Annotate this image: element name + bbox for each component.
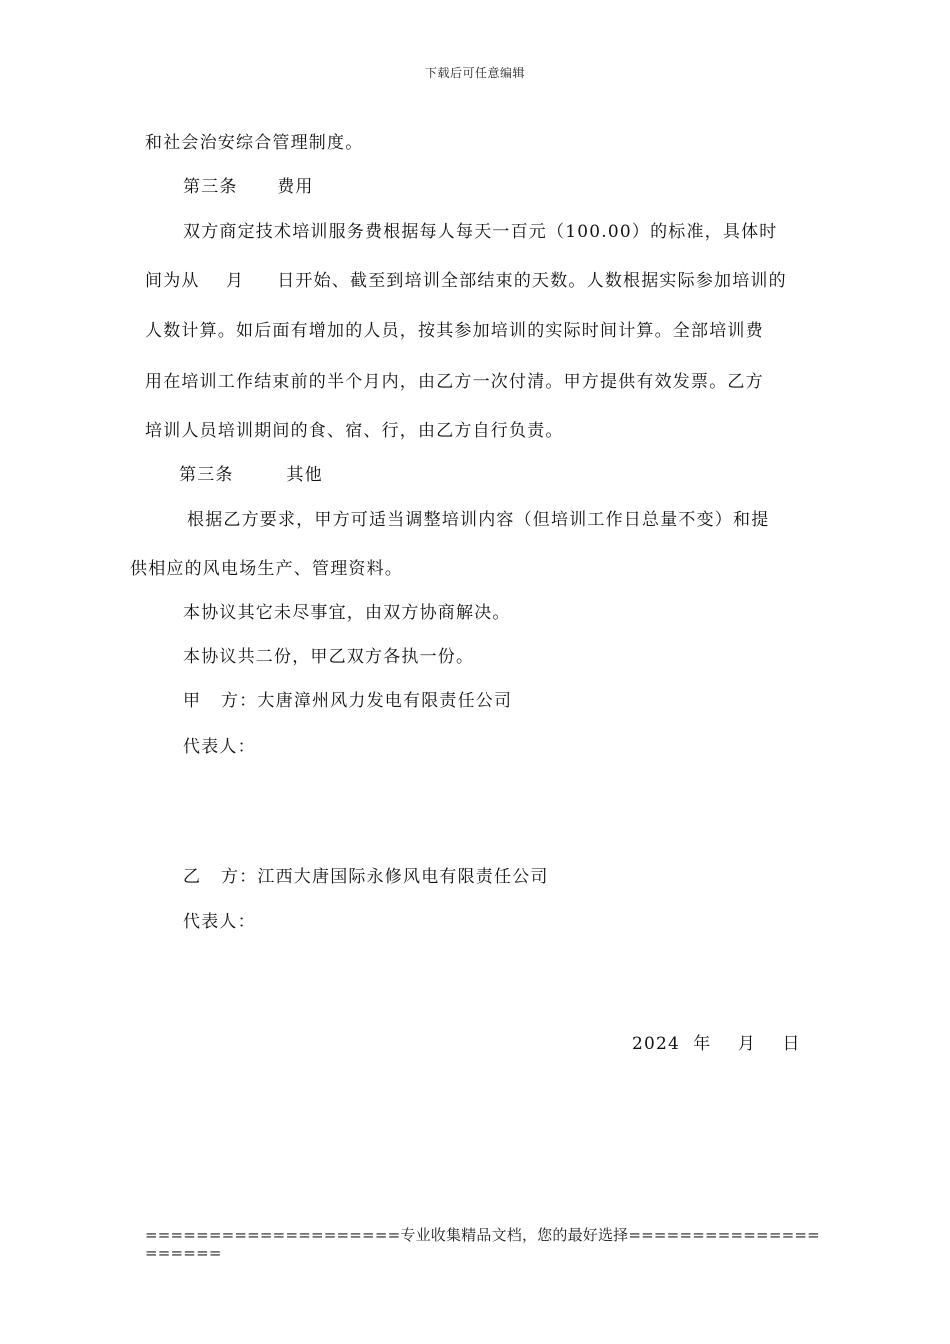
section-heading-other: 第三条 其他 bbox=[179, 465, 323, 485]
section-heading-fees: 第三条 费用 bbox=[183, 177, 314, 197]
paragraph-line: 用在培训工作结束前的半个月内，由乙方一次付清。甲方提供有效发票。乙方 bbox=[145, 372, 764, 392]
party-a-line: 甲 方：大唐漳州风力发电有限责任公司 bbox=[183, 691, 513, 711]
paragraph-line: 根据乙方要求，甲方可适当调整培训内容（但培训工作日总量不变）和提 bbox=[187, 510, 770, 530]
header-note: 下载后可任意编辑 bbox=[424, 66, 525, 80]
signing-date: 2024 年 月 日 bbox=[632, 1034, 801, 1054]
paragraph-line: 双方商定技术培训服务费根据每人每天一百元（100.00）的标准，具体时 bbox=[183, 222, 778, 242]
paragraph-line: 人数计算。如后面有增加的人员，按其参加培训的实际时间计算。全部培训费 bbox=[145, 321, 764, 341]
paragraph-line: 供相应的风电场生产、管理资料。 bbox=[130, 559, 403, 579]
party-a-representative: 代表人： bbox=[183, 737, 256, 757]
party-b-line: 乙 方：江西大唐国际永修风电有限责任公司 bbox=[183, 867, 549, 887]
paragraph-line: 本协议共二份，甲乙双方各执一份。 bbox=[183, 647, 475, 667]
paragraph-line: 和社会治安综合管理制度。 bbox=[145, 133, 364, 153]
paragraph-line: 间为从 月 日开始、截至到培训全部结束的天数。人数根据实际参加培训的 bbox=[145, 271, 787, 291]
footer-banner: ====================专业收集精品文档，您的最好选择===================== bbox=[145, 1226, 820, 1262]
paragraph-line: 本协议其它未尽事宜，由双方协商解决。 bbox=[183, 603, 511, 623]
paragraph-line: 培训人员培训期间的食、宿、行，由乙方自行负责。 bbox=[145, 421, 564, 441]
party-b-representative: 代表人： bbox=[183, 912, 256, 932]
